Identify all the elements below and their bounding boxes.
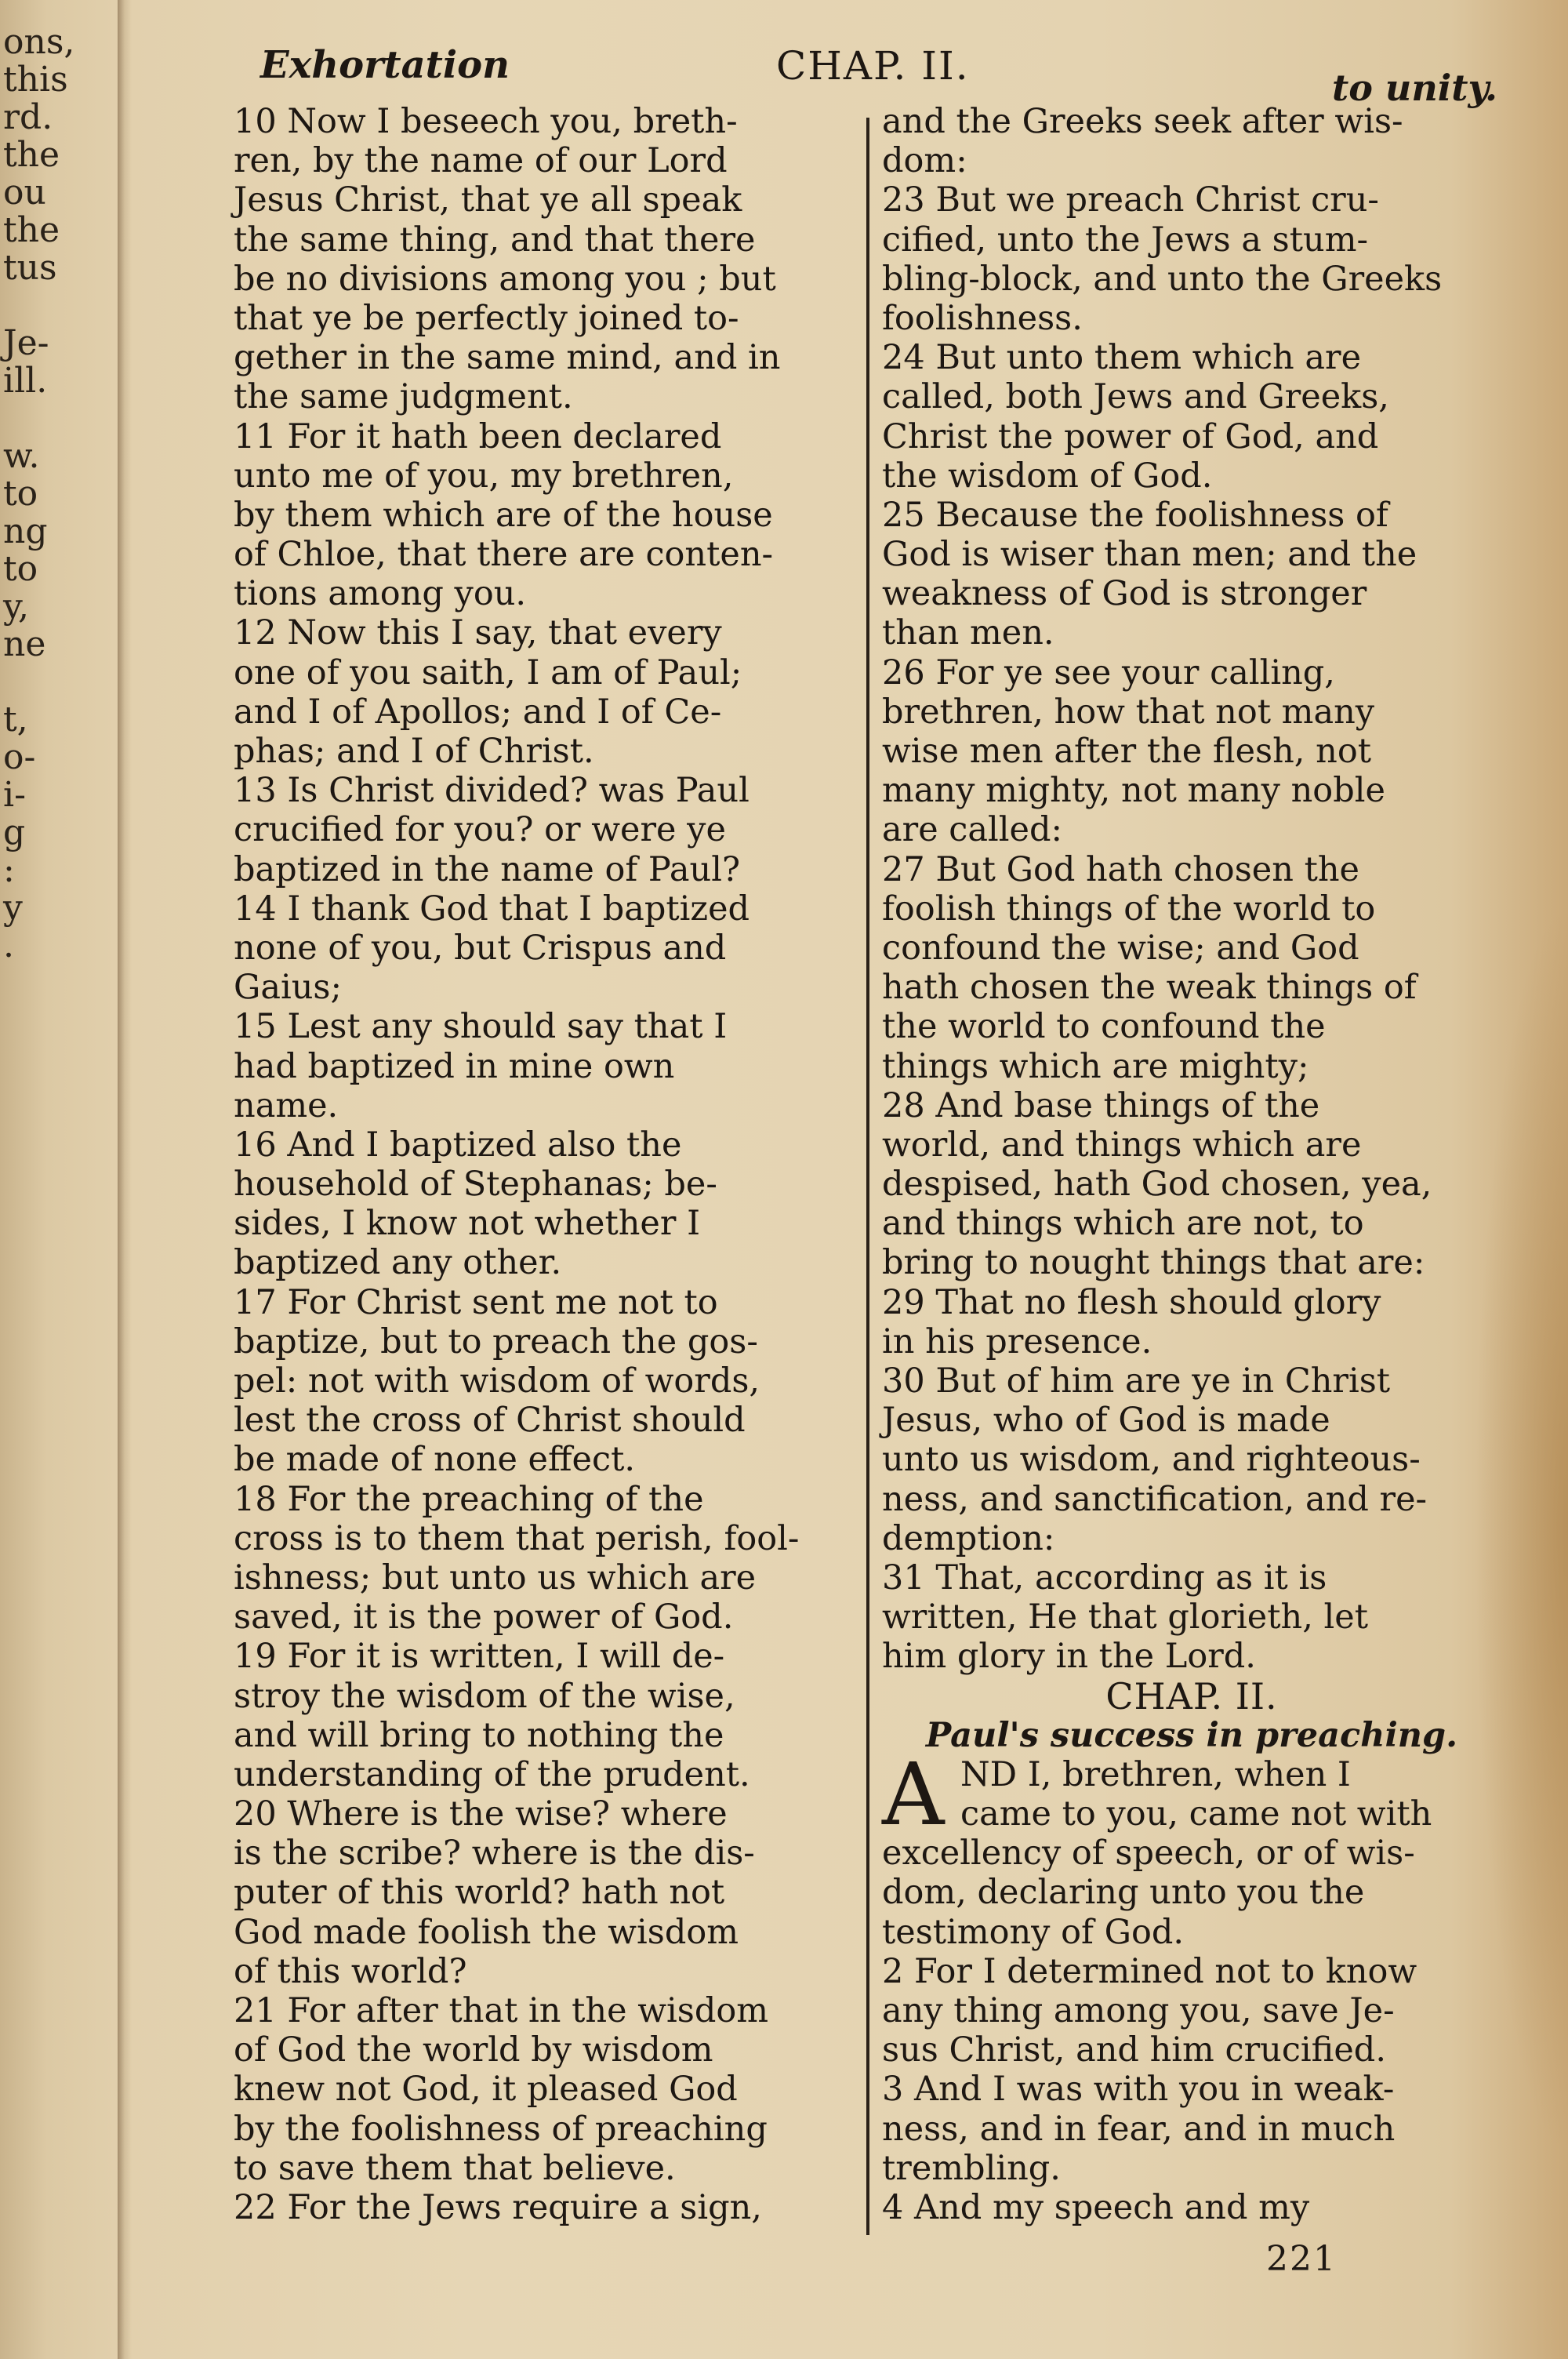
text-line: excellency of speech, or of wis-	[882, 1834, 1415, 1874]
text-line: came to you, came not with	[960, 1794, 1432, 1834]
margin-fragment: ng	[3, 511, 48, 551]
text-line: 26 For ye see your calling,	[882, 652, 1335, 692]
text-line: 4 And my speech and my	[882, 2187, 1310, 2227]
text-line: foolishness.	[882, 298, 1083, 338]
text-line: Jesus Christ, that ye all speak	[234, 180, 742, 220]
text-line: things which are mighty;	[882, 1046, 1309, 1086]
margin-fragment: tus	[3, 248, 57, 288]
text-line: one of you saith, I am of Paul;	[234, 652, 742, 692]
margin-fragment	[3, 663, 97, 701]
text-line: foolish things of the world to	[882, 889, 1376, 929]
text-line: 11 For it hath been declared	[234, 416, 722, 456]
text-line: phas; and I of Christ.	[234, 732, 594, 771]
chapter-summary: Paul's success in preaching.	[925, 1715, 1458, 1755]
text-line: saved, it is the power of God.	[234, 1598, 734, 1637]
right-column-verses	[882, 102, 1501, 1677]
text-line: cross is to them that perish, fool-	[234, 1518, 800, 1558]
running-header	[235, 43, 1497, 109]
margin-fragment: the	[3, 210, 60, 250]
text-line: unto me of you, my brethren,	[234, 456, 734, 496]
margin-fragment: this	[3, 60, 68, 100]
margin-fragment	[3, 400, 97, 438]
text-line: 18 For the preaching of the	[234, 1479, 704, 1519]
text-line: that ye be perfectly joined to-	[234, 298, 739, 338]
text-line: knew not God, it pleased God	[234, 2070, 738, 2110]
margin-fragment	[3, 287, 97, 325]
text-line: 3 And I was with you in weak-	[882, 2070, 1395, 2110]
text-line: 14 I thank God that I baptized	[234, 889, 750, 929]
text-line: bring to nought things that are:	[882, 1243, 1425, 1283]
chapter-heading: CHAP. II.	[1105, 1674, 1278, 1717]
text-line: many mighty, not many noble	[882, 771, 1385, 811]
text-line: confound the wise; and God	[882, 928, 1359, 968]
text-line: and things which are not, to	[882, 1204, 1364, 1244]
text-line: and will bring to nothing the	[234, 1715, 724, 1755]
text-line: be no divisions among you ; but	[234, 259, 776, 299]
text-line: 19 For it is written, I will de-	[234, 1637, 725, 1677]
margin-fragment: i-	[3, 775, 26, 815]
text-line: brethren, how that not many	[882, 692, 1375, 732]
text-line: world, and things which are	[882, 1125, 1362, 1165]
text-line: are called:	[882, 810, 1062, 850]
margin-fragment: to	[3, 549, 38, 589]
text-line: ness, and sanctification, and re-	[882, 1479, 1428, 1519]
margin-fragment: y	[3, 888, 23, 928]
text-line: God made foolish the wisdom	[234, 1912, 739, 1952]
text-line: puter of this world? hath not	[234, 1873, 725, 1913]
text-line: testimony of God.	[882, 1912, 1185, 1952]
right-column-continuation	[882, 1834, 1501, 2227]
text-line: 25 Because the foolishness of	[882, 495, 1388, 535]
text-line: demption:	[882, 1518, 1055, 1558]
drop-cap: A	[882, 1743, 945, 1845]
text-line: none of you, but Crispus and	[234, 928, 727, 968]
header-right: to unity.	[1331, 67, 1497, 109]
text-line: by them which are of the house	[234, 495, 773, 535]
text-line: 10 Now I beseech you, breth-	[234, 102, 738, 141]
text-line: trembling.	[882, 2148, 1061, 2188]
margin-fragment: to	[3, 474, 38, 514]
text-line: unto us wisdom, and righteous-	[882, 1440, 1421, 1480]
margin-fragment: :	[3, 850, 15, 890]
text-line: 22 For the Jews require a sign,	[234, 2187, 762, 2227]
text-line: sus Christ, and him crucified.	[882, 2030, 1386, 2070]
margin-fragment: rd.	[3, 97, 53, 137]
left-column	[234, 102, 861, 2227]
text-line: pel: not with wisdom of words,	[234, 1361, 760, 1401]
margin-fragment: ill.	[3, 361, 48, 401]
text-line: ND I, brethren, when I	[960, 1754, 1351, 1794]
text-line: household of Stephanas; be-	[234, 1165, 717, 1205]
text-line: 31 That, according as it is	[882, 1558, 1327, 1598]
margin-fragment: o-	[3, 737, 36, 777]
text-line: Gaius;	[234, 968, 342, 1008]
margin-fragment: .	[3, 925, 14, 965]
margin-fragment: w.	[3, 436, 40, 476]
text-line: and the Greeks seek after wis-	[882, 102, 1403, 141]
text-line: ishness; but unto us which are	[234, 1558, 757, 1598]
text-line: to save them that believe.	[234, 2148, 676, 2188]
margin-fragment: g	[3, 812, 26, 852]
margin-fragment: Je-	[3, 323, 49, 363]
text-line: stroy the wisdom of the wise,	[234, 1676, 735, 1716]
text-line: wise men after the flesh, not	[882, 732, 1372, 771]
text-line: despised, hath God chosen, yea,	[882, 1165, 1432, 1205]
text-line: in his presence.	[882, 1321, 1152, 1361]
text-line: than men.	[882, 613, 1054, 653]
column-rule	[866, 118, 869, 2235]
binding-gutter	[118, 0, 132, 2359]
text-line: name.	[234, 1085, 339, 1125]
text-line: had baptized in mine own	[234, 1046, 675, 1086]
margin-fragment: ou	[3, 173, 46, 213]
margin-fragment: the	[3, 135, 60, 175]
text-line: 16 And I baptized also the	[234, 1125, 682, 1165]
text-line: is the scribe? where is the dis-	[234, 1834, 755, 1874]
text-line: Christ the power of God, and	[882, 416, 1379, 456]
text-line: dom:	[882, 141, 967, 181]
right-column	[882, 102, 1501, 2227]
text-line: baptize, but to preach the gos-	[234, 1321, 758, 1361]
text-line: baptized any other.	[234, 1243, 562, 1283]
text-line: the wisdom of God.	[882, 456, 1213, 496]
text-line: the same thing, and that there	[234, 220, 756, 260]
margin-fragment: ne	[3, 624, 46, 664]
text-line: the same judgment.	[234, 377, 573, 417]
facing-page-fragments	[3, 24, 97, 965]
text-line: 23 But we preach Christ cru-	[882, 180, 1379, 220]
text-line: 24 But unto them which are	[882, 338, 1362, 378]
header-chapter: CHAP. II.	[776, 43, 970, 89]
text-line: be made of none effect.	[234, 1440, 636, 1480]
text-line: cified, unto the Jews a stum-	[882, 220, 1369, 260]
text-line: tions among you.	[234, 574, 527, 614]
text-line: 17 For Christ sent me not to	[234, 1282, 718, 1322]
text-line: 30 But of him are ye in Christ	[882, 1361, 1391, 1401]
text-line: God is wiser than men; and the	[882, 535, 1417, 575]
text-line: 12 Now this I say, that every	[234, 613, 722, 653]
text-line: of God the world by wisdom	[234, 2030, 713, 2070]
margin-fragment: ons,	[3, 22, 75, 62]
text-line: any thing among you, save Je-	[882, 1991, 1395, 2030]
text-line: 20 Where is the wise? where	[234, 1794, 728, 1834]
page-number: 221	[1266, 2239, 1337, 2279]
text-line: ren, by the name of our Lord	[234, 141, 728, 181]
text-line: 27 But God hath chosen the	[882, 849, 1359, 889]
text-line: ness, and in fear, and in much	[882, 2109, 1396, 2149]
text-line: hath chosen the weak things of	[882, 968, 1417, 1008]
header-left: Exhortation	[260, 43, 510, 87]
text-line: and I of Apollos; and I of Ce-	[234, 692, 722, 732]
text-line: written, He that glorieth, let	[882, 1598, 1369, 1637]
text-line: gether in the same mind, and in	[234, 338, 781, 378]
text-line: him glory in the Lord.	[882, 1637, 1256, 1677]
text-line: dom, declaring unto you the	[882, 1873, 1365, 1913]
text-line: 28 And base things of the	[882, 1085, 1320, 1125]
text-line: baptized in the name of Paul?	[234, 849, 741, 889]
margin-fragment: t,	[3, 700, 28, 740]
margin-fragment: y,	[3, 587, 29, 627]
text-line: of this world?	[234, 1951, 467, 1991]
text-line: lest the cross of Christ should	[234, 1401, 746, 1441]
text-line: crucified for you? or were ye	[234, 810, 726, 850]
text-line: 15 Lest any should say that I	[234, 1007, 728, 1047]
text-line: sides, I know not whether I	[234, 1204, 701, 1244]
text-line: the world to confound the	[882, 1007, 1326, 1047]
text-line: 2 For I determined not to know	[882, 1951, 1417, 1991]
text-line: called, both Jews and Greeks,	[882, 377, 1389, 417]
text-line: Jesus, who of God is made	[882, 1401, 1330, 1441]
text-line: of Chloe, that there are conten-	[234, 535, 774, 575]
text-line: weakness of God is stronger	[882, 574, 1367, 614]
chapter-opening	[882, 1743, 1501, 1845]
text-line: understanding of the prudent.	[234, 1754, 750, 1794]
text-line: 13 Is Christ divided? was Paul	[234, 771, 750, 811]
text-line: 29 That no flesh should glory	[882, 1282, 1381, 1322]
text-line: by the foolishness of preaching	[234, 2109, 768, 2149]
text-line: bling-block, and unto the Greeks	[882, 259, 1443, 299]
text-line: 21 For after that in the wisdom	[234, 1991, 769, 2030]
